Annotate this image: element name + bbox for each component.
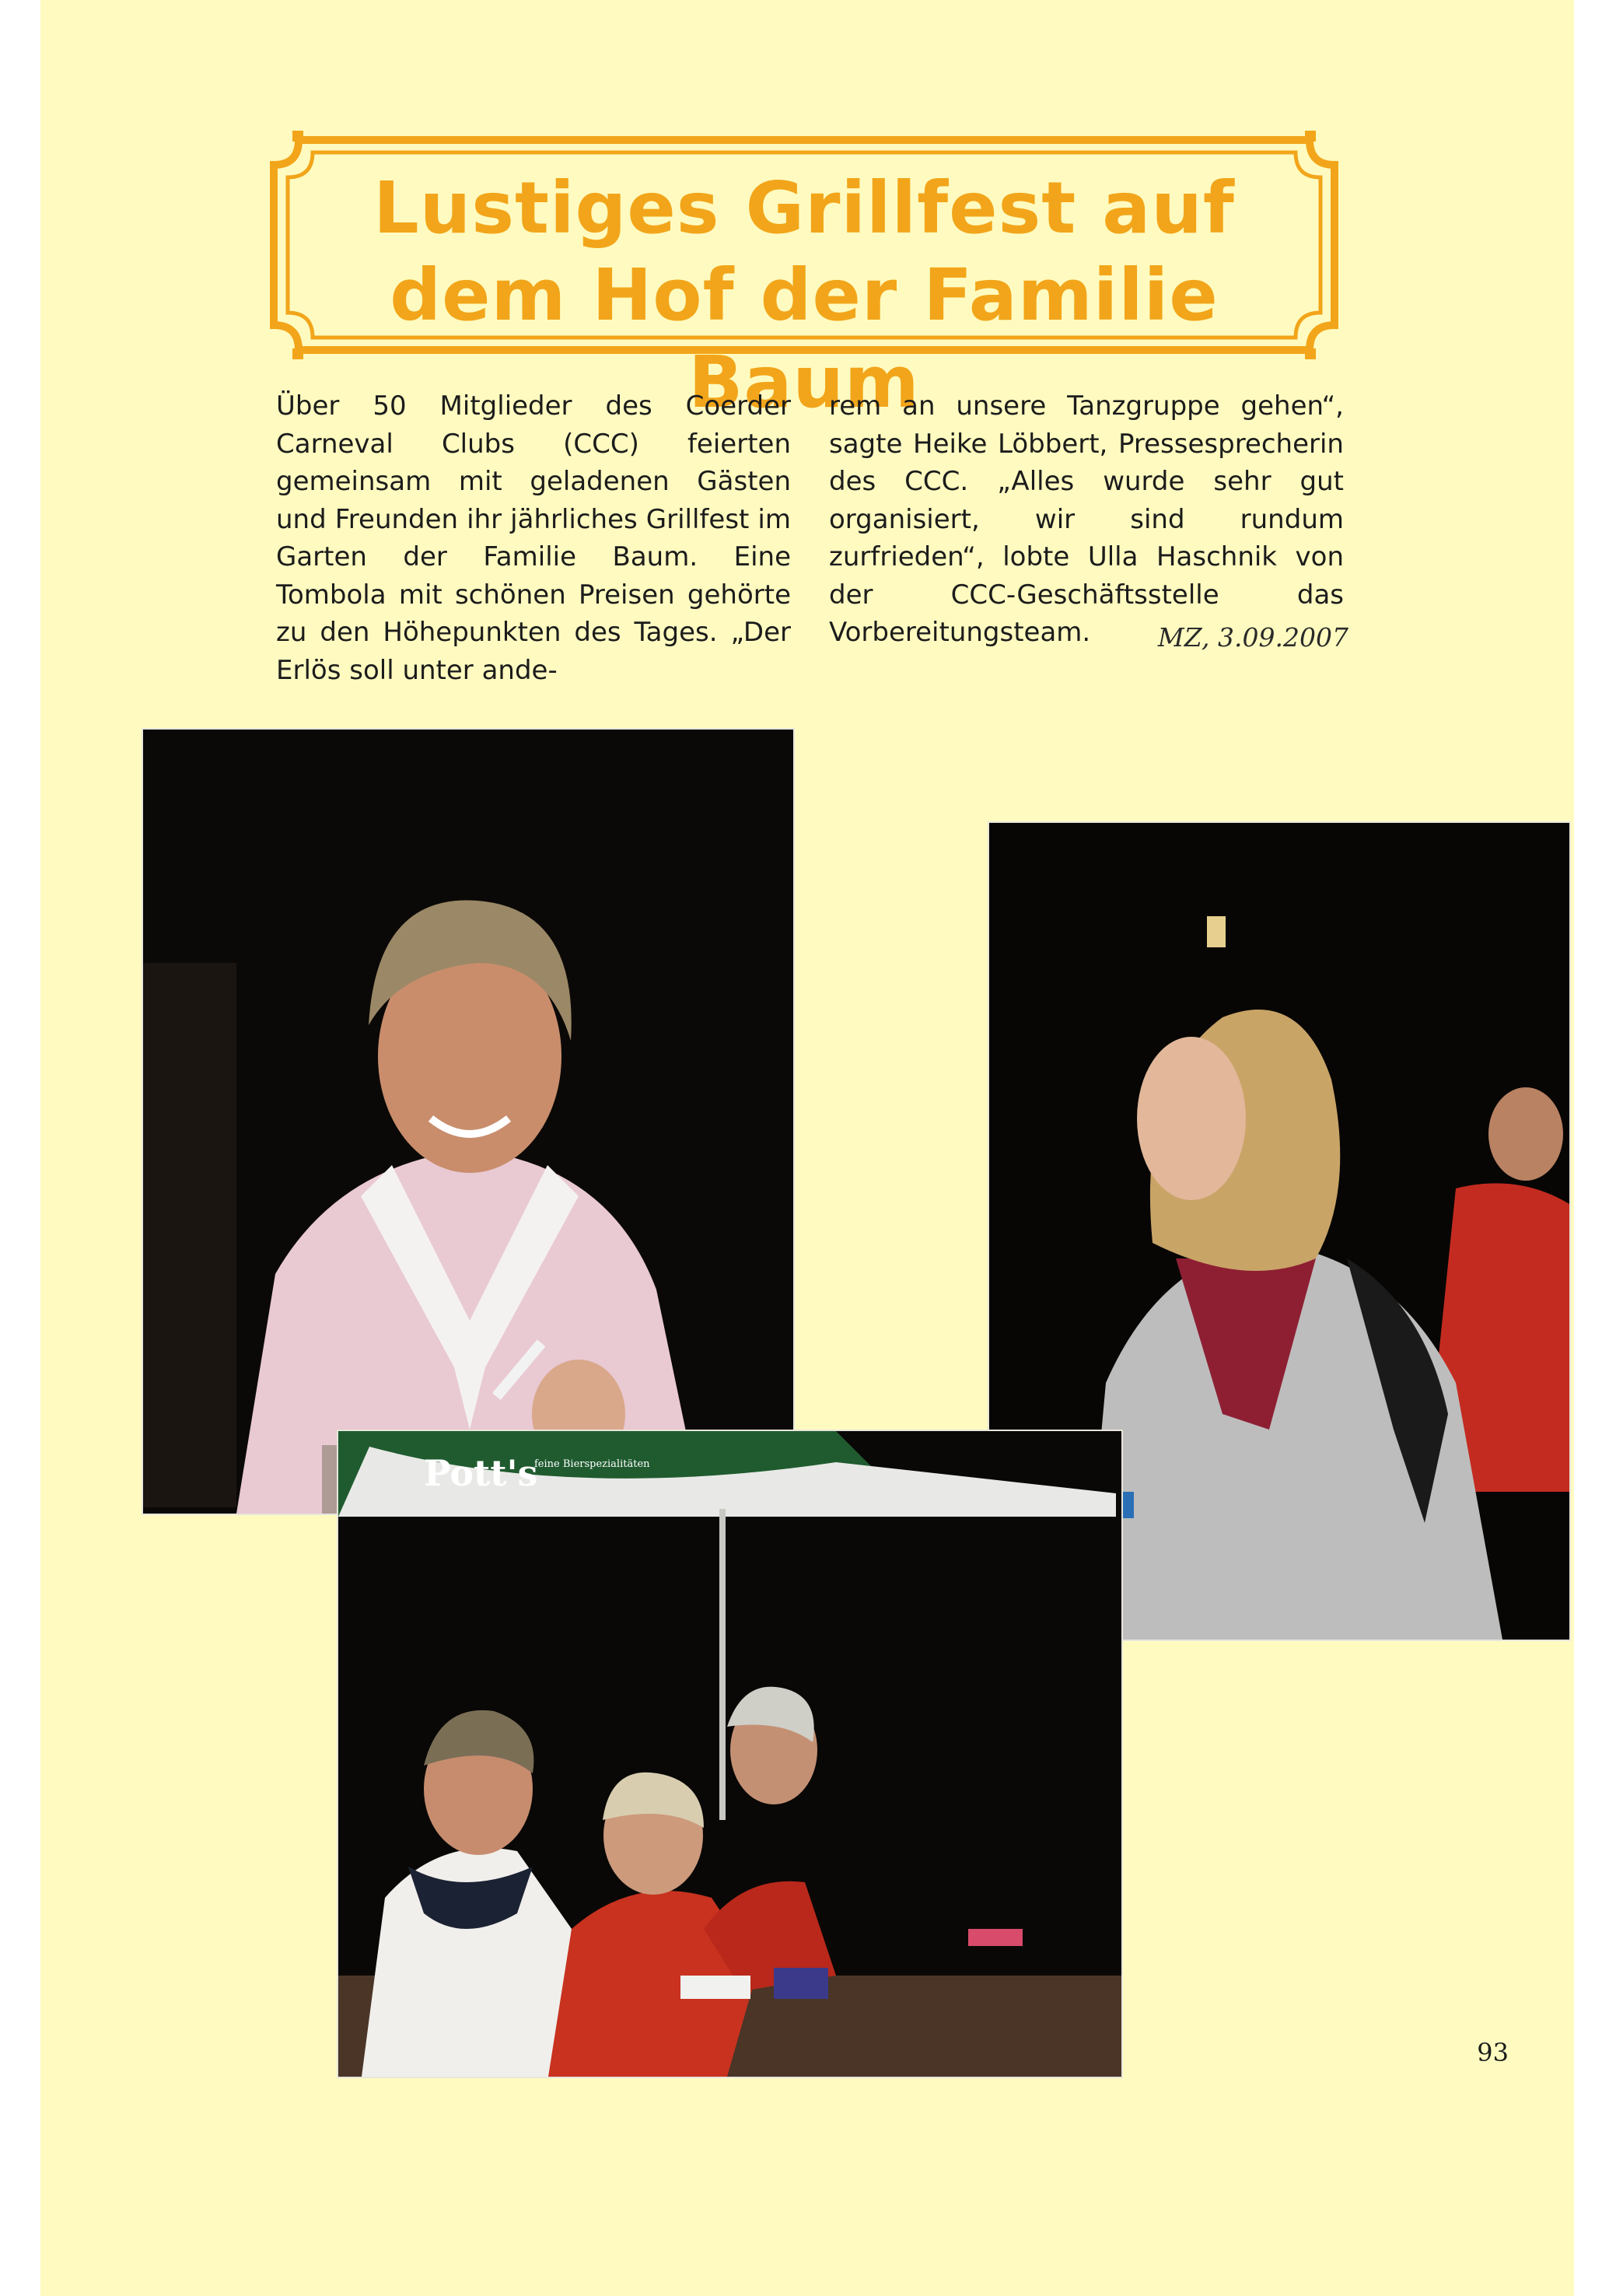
body-column-left: Über 50 Mitglieder des Coerder Carneval Clubs (CCC) feierten gemeinsam mit geladenen Gästen und Freunden ihr jährliches Grillfest im Garten der Familie Baum. Eine Tombola mit schönen Preisen gehörte zu den Höhepunkten des Tages. „Der Erlös soll unter ande-	[276, 390, 791, 686]
umbrella-brand-label: Pott's	[424, 1452, 538, 1494]
photo-woman-pink-sweater	[142, 728, 795, 1515]
title-line-2: dem Hof der Familie Baum	[390, 254, 1219, 424]
source-citation: MZ, 3.09.2007	[1157, 622, 1348, 653]
title-line-1: Lustiges Grillfest auf	[373, 166, 1235, 250]
photo-group-at-table	[337, 1430, 1123, 2078]
page-number: 93	[1477, 2038, 1509, 2067]
body-column-right: rem an unsere Tanzgruppe gehen“, sagte Heike Löbbert, Pressesprecherin des CCC. „Alles wurde sehr gut organisiert, wir sind rundum zurfrieden“, lobte Ulla Haschnik von der CCC-Geschäftsstelle das Vorbereitungsteam.	[829, 390, 1344, 648]
umbrella-sub-label: feine Bierspezialitäten	[534, 1458, 650, 1470]
